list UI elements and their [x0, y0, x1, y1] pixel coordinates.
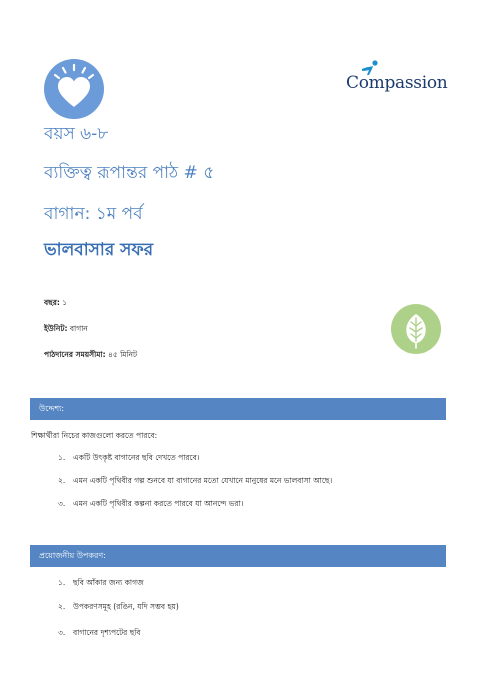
objective-number: ৩. — [58, 499, 66, 508]
material-number: ২. — [58, 602, 66, 611]
meta-time-value: ৪৫ মিনিট — [107, 350, 138, 359]
meta-time-label: পাঠদানের সময়সীমা: — [44, 350, 106, 359]
meta-unit-value: বাগান — [69, 324, 88, 333]
material-number: ১. — [58, 578, 66, 587]
material-text: ছবি আঁকার জন্য কাগজ — [73, 578, 144, 587]
meta-year-value: ১ — [62, 298, 68, 307]
meta-unit — [44, 324, 88, 336]
objectives-intro: শিক্ষার্থীরা নিচের কাজগুলো করতে পারবে: — [31, 431, 158, 440]
meta-year — [44, 298, 67, 310]
heart-icon — [44, 59, 104, 119]
objective-text: এমন একটি পৃথিবীর কল্পনা করতে পারবে যা আনন্দে ভরা। — [73, 499, 244, 508]
objectives-header: উদ্দেশ্য: — [30, 398, 446, 420]
compassion-logo — [346, 60, 446, 96]
page-title: ভালবাসার সফর — [44, 240, 154, 260]
materials-header: প্রয়োজনীয় উপকরণ: — [30, 545, 446, 567]
material-number: ৩. — [58, 628, 66, 637]
meta-time — [44, 350, 137, 362]
material-text: উপকরণসমূহ (রঙিন, যদি সম্ভব হয়) — [73, 602, 179, 611]
meta-year-label: বছর: — [44, 298, 60, 307]
leaf-badge — [391, 304, 441, 354]
objective-number: ২. — [58, 476, 66, 485]
logo-text: Compassion — [346, 73, 448, 93]
age-heading: বয়স ৬-৮ — [44, 124, 109, 144]
objective-text: একটি উৎকৃষ্ট বাগানের ছবি দেখতে পারবে। — [73, 453, 200, 462]
leaf-icon — [391, 304, 441, 354]
objective-number: ১. — [58, 453, 66, 462]
heart-badge — [44, 59, 104, 119]
objective-text: এমন একটি পৃথিবীর গল্প শুনবে যা বাগানের মতো যেখানে মানুষের মনে ভালবাসা আছে। — [73, 476, 333, 485]
meta-unit-label: ইউনিট: — [44, 324, 68, 333]
garden-heading: বাগান: ১ম পর্ব — [44, 204, 143, 224]
lesson-heading: ব্যক্তিত্ব রূপান্তর পাঠ # ৫ — [44, 163, 215, 183]
material-text: বাগানের দৃশ্যপটের ছবি — [73, 628, 141, 637]
